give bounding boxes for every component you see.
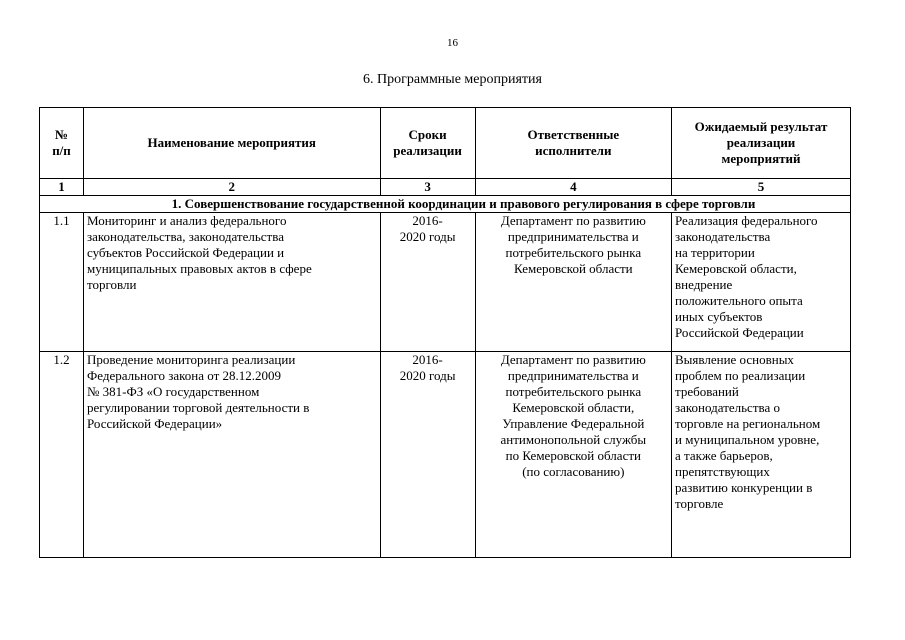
table-header-row [40, 108, 851, 179]
header-cell [40, 108, 84, 179]
group-title: 1. Совершенствование государственной координации и правового регулирования в сфере торговли [40, 196, 851, 213]
header-cell [380, 108, 475, 179]
text-line: внедрение [675, 277, 733, 292]
column-number-cell: 2 [83, 179, 380, 196]
text-line: препятствующих [675, 464, 770, 479]
text-line: Российской Федерации» [86, 416, 223, 431]
event-name [83, 352, 380, 558]
text-line: торговле на региональном [675, 416, 821, 431]
text-line: регулировании торговой деятельности в [86, 400, 310, 415]
text-line: законодательства о [675, 400, 780, 415]
program-events-table [39, 107, 851, 558]
text-line: (по согласованию) [522, 464, 625, 479]
text-line: Сроки [408, 127, 447, 142]
text-line: Российской Федерации [675, 325, 804, 340]
text-line: 2016- [412, 213, 443, 228]
text-line: 2016- [412, 352, 443, 367]
row-number: 1.1 [40, 213, 84, 352]
section-title: 6. Программные мероприятия [363, 72, 542, 87]
text-line: Департамент по развитию [500, 213, 646, 228]
text-line: торговли [86, 277, 137, 292]
text-line: законодательства [675, 229, 771, 244]
text-line: предпринимательства и [507, 229, 639, 244]
text-line: положительного опыта [675, 293, 803, 308]
event-name [83, 213, 380, 352]
row-number: 1.2 [40, 352, 84, 558]
text-line: реализации [393, 143, 462, 158]
header-cell [475, 108, 671, 179]
text-line: Ожидаемый результат [694, 119, 828, 134]
event-responsible [475, 352, 671, 558]
column-number-cell: 1 [40, 179, 84, 196]
column-number-row [40, 179, 851, 196]
text-line: антимонопольной службы [500, 432, 647, 447]
event-responsible [475, 213, 671, 352]
text-line: 2020 годы [399, 368, 456, 383]
text-line: п/п [52, 143, 71, 158]
group-title-row [40, 196, 851, 213]
text-line: Ответственные [527, 127, 620, 142]
text-line: Мониторинг и анализ федерального [86, 213, 287, 228]
text-line: Федерального закона от 28.12.2009 [86, 368, 282, 383]
text-line: и муниципальном уровне, [675, 432, 820, 447]
text-line: Департамент по развитию [500, 352, 646, 367]
text-line: № [54, 127, 69, 142]
text-line: по Кемеровской области [505, 448, 641, 463]
text-line: проблем по реализации [675, 368, 806, 383]
text-line: Реализация федерального [675, 213, 818, 228]
text-line: потребительского рынка [505, 245, 642, 260]
text-line: потребительского рынка [505, 384, 642, 399]
text-line: требований [675, 384, 739, 399]
text-line: Наименование мероприятия [147, 135, 316, 150]
text-line: на территории [675, 245, 755, 260]
column-number-cell: 3 [380, 179, 475, 196]
text-line: иных субъектов [675, 309, 763, 324]
text-line: № 381-ФЗ «О государственном [86, 384, 260, 399]
page-number: 16 [447, 37, 458, 49]
column-number-cell: 4 [475, 179, 671, 196]
text-line: развитию конкуренции в [675, 480, 813, 495]
text-line: а также барьеров, [675, 448, 773, 463]
text-line: Кемеровской области, [675, 261, 797, 276]
event-term [380, 352, 475, 558]
text-line: предпринимательства и [507, 368, 639, 383]
text-line: законодательства, законодательства [86, 229, 284, 244]
text-line: Выявление основных [675, 352, 794, 367]
text-line: Кемеровской области, [512, 400, 635, 415]
text-line: Кемеровской области [514, 261, 633, 276]
text-line: муниципальных правовых актов в сфере [86, 261, 312, 276]
event-term [380, 213, 475, 352]
column-number-cell: 5 [672, 179, 851, 196]
event-result [672, 352, 851, 558]
event-result [672, 213, 851, 352]
text-line: Управление Федеральной [502, 416, 645, 431]
text-line: исполнители [535, 143, 612, 158]
text-line: субъектов Российской Федерации и [86, 245, 285, 260]
text-line: реализации [726, 135, 796, 150]
text-line: Проведение мониторинга реализации [86, 352, 296, 367]
text-line: 2020 годы [399, 229, 456, 244]
text-line: мероприятий [721, 151, 801, 166]
header-cell [83, 108, 380, 179]
header-cell [672, 108, 851, 179]
table-row [40, 213, 851, 352]
table-row [40, 352, 851, 558]
text-line: торговле [675, 496, 724, 511]
